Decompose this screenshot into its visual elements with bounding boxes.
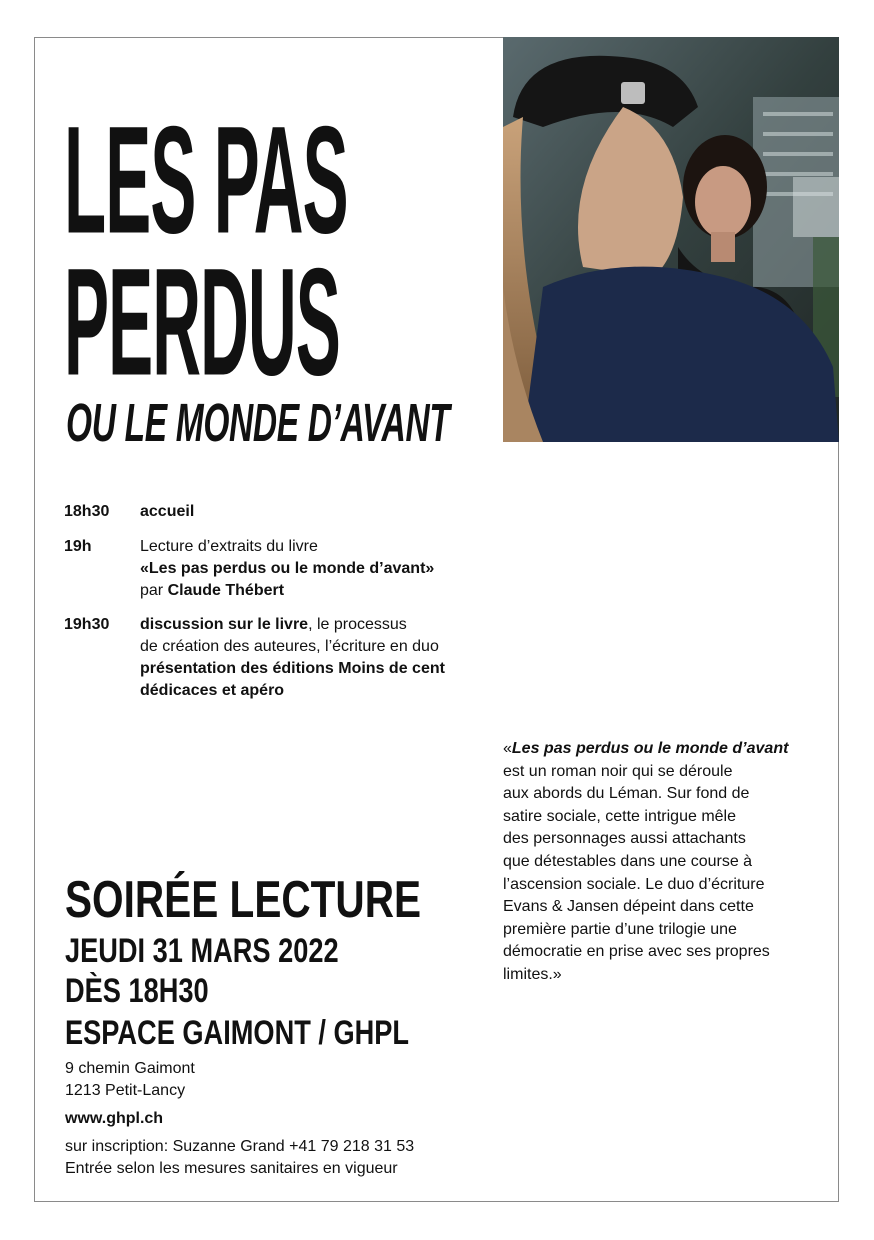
- quote-line: est un roman noir qui se déroule: [503, 762, 733, 780]
- title-line-1: LES PAS: [64, 93, 348, 266]
- program-text: accueil: [140, 503, 195, 520]
- subtitle: OU LE MONDE D’AVANT: [66, 393, 450, 453]
- quote-line: démocratie en prise avec ses propres: [503, 943, 770, 961]
- quote-line: première partie d’une trilogie une: [503, 920, 737, 938]
- program-line: présentation des éditions Moins de cent: [140, 660, 445, 677]
- sanitary-info: Entrée selon les mesures sanitaires en vigueur: [65, 1160, 398, 1177]
- event-heading: SOIRÉE LECTURE: [65, 871, 422, 929]
- website-link[interactable]: www.ghpl.ch: [65, 1110, 164, 1127]
- program-time: 19h: [64, 538, 92, 555]
- program-time: 19h30: [64, 616, 110, 633]
- book-description: [503, 738, 813, 987]
- program-line: [140, 580, 500, 602]
- photo-illustration: [503, 37, 839, 442]
- quote-line: aux abords du Léman. Sur fond de: [503, 785, 750, 803]
- cover-photo: [503, 37, 839, 442]
- address-line-2: 1213 Petit-Lancy: [65, 1082, 186, 1099]
- quote-line: l’ascension sociale. Le duo d’écriture: [503, 875, 765, 893]
- program-line: dédicaces et apéro: [140, 682, 285, 699]
- quote-open: «: [503, 740, 512, 757]
- book-title: «Les pas perdus ou le monde d’avant»: [140, 560, 435, 577]
- quote-line: satire sociale, cette intrigue mêle: [503, 807, 736, 825]
- program-time: 18h30: [64, 503, 110, 520]
- quote-line: Evans & Jansen dépeint dans cette: [503, 898, 754, 916]
- quote-title-line: [503, 738, 813, 761]
- program-line: [140, 614, 500, 636]
- address-line-1: 9 chemin Gaimont: [65, 1060, 195, 1077]
- quote-line: que détestables dans une course à: [503, 852, 753, 870]
- program-line: Lecture d’extraits du livre: [140, 538, 318, 555]
- quote-line: des personnages aussi attachants: [503, 830, 746, 848]
- program-rest: , le processus: [308, 616, 407, 633]
- program-bold: discussion sur le livre: [140, 616, 309, 633]
- registration-info: sur inscription: Suzanne Grand +41 79 218 31 53: [65, 1138, 415, 1155]
- author-name: Claude Thébert: [167, 582, 285, 599]
- program-line: de création des auteures, l’écriture en duo: [140, 638, 439, 655]
- quote-line: limites.»: [503, 965, 562, 983]
- event-time: DÈS 18H30: [65, 972, 209, 1010]
- quote-book-title: Les pas perdus ou le monde d’avant: [511, 740, 789, 757]
- by-prefix: par: [140, 582, 168, 599]
- event-venue: ESPACE GAIMONT / GHPL: [65, 1014, 410, 1052]
- event-date: JEUDI 31 MARS 2022: [65, 932, 339, 970]
- title-line-2: PERDUS: [64, 235, 340, 408]
